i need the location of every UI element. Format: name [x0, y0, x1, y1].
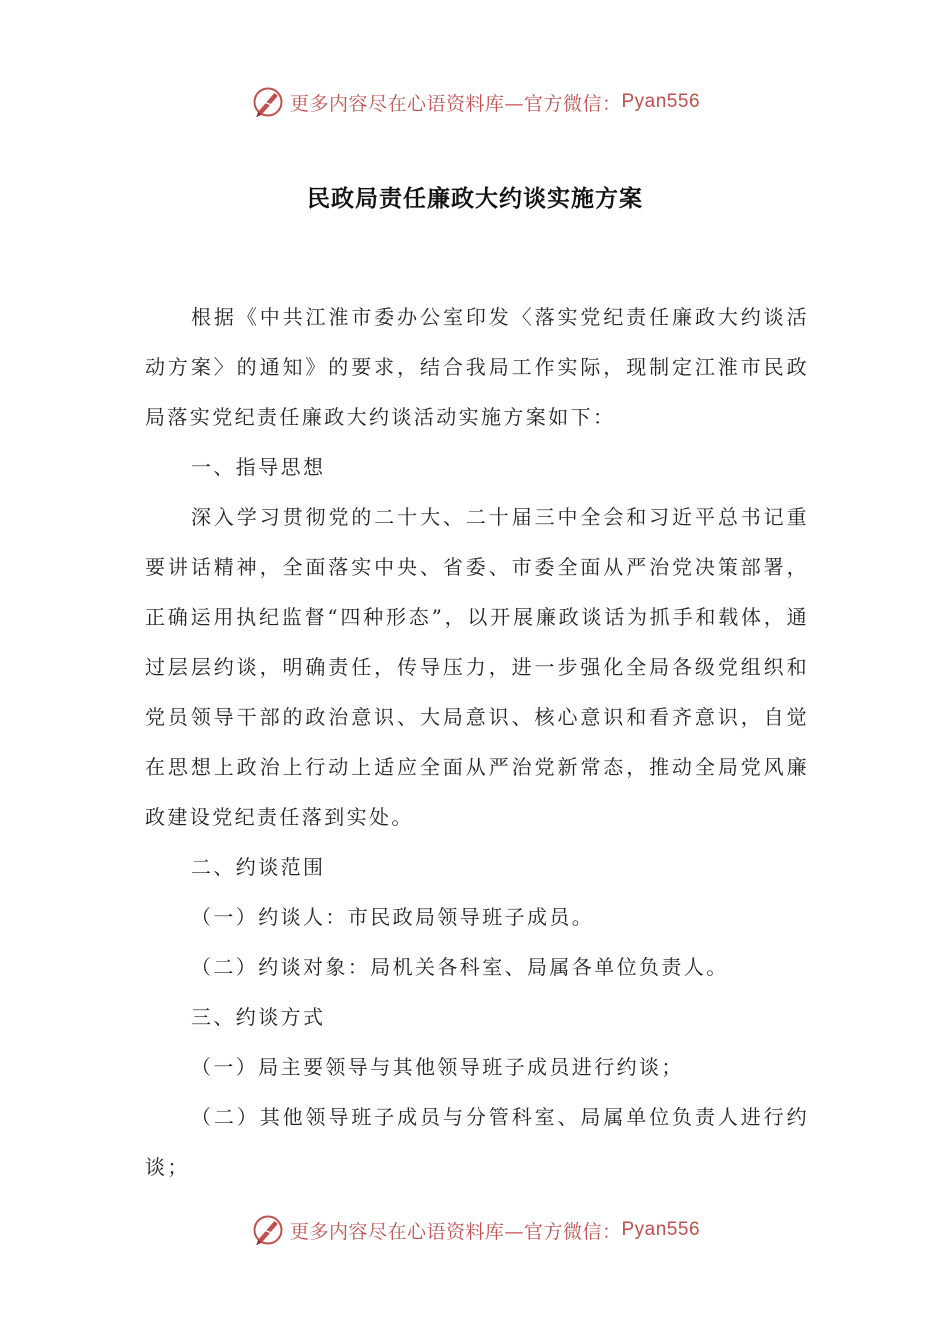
- watermark-text: 更多内容尽在心语资料库—官方微信：: [289, 92, 622, 115]
- list-item-method-2: （二）其他领导班子成员与分管科室、局属单位负责人进行约谈；: [145, 1105, 809, 1179]
- list-item-interviewee: （二）约谈对象：局机关各科室、局属各单位负责人。: [191, 955, 729, 979]
- watermark-wechat-id: Pyan556: [621, 91, 701, 112]
- section-heading-2: 二、约谈范围: [191, 855, 326, 879]
- paragraph-guiding-thought: 深入学习贯彻党的二十大、二十届三中全会和习近平总书记重要讲话精神，全面落实中央、省委、市委全面从严治党决策部署，正确运用执纪监督“四种形态”，以开展廉政谈话为抓手和载体，通过层层约谈，明确责任，传导压力，进一步强化全局各级党组织和党员领导干部的政治意识、大局意识、核心意识和看齐意识，自觉在思想上政治上行动上适应全面从严治党新常态，推动全局党风廉政建设党纪责任落到实处。: [145, 505, 809, 829]
- section-heading-3: 三、约谈方式: [191, 1005, 326, 1029]
- document-title: 民政局责任廉政大约谈实施方案: [307, 185, 643, 212]
- watermark-wechat-id: Pyan556: [621, 1219, 701, 1240]
- watermark-header: [0, 82, 950, 122]
- pen-circle-logo-icon: [250, 84, 286, 120]
- section-heading-1: 一、指导思想: [191, 455, 326, 479]
- watermark-footer: [0, 1210, 950, 1250]
- watermark-text: 更多内容尽在心语资料库—官方微信：: [289, 1220, 622, 1243]
- list-item-interviewer: （一）约谈人：市民政局领导班子成员。: [191, 905, 595, 929]
- list-item-method-1: （一）局主要领导与其他领导班子成员进行约谈；: [191, 1055, 684, 1079]
- document-body: [145, 292, 809, 1192]
- pen-circle-logo-icon: [250, 1212, 286, 1248]
- paragraph-intro: 根据《中共江淮市委办公室印发〈落实党纪责任廉政大约谈活动方案〉的通知》的要求，结合我局工作实际，现制定江淮市民政局落实党纪责任廉政大约谈活动实施方案如下：: [145, 305, 809, 429]
